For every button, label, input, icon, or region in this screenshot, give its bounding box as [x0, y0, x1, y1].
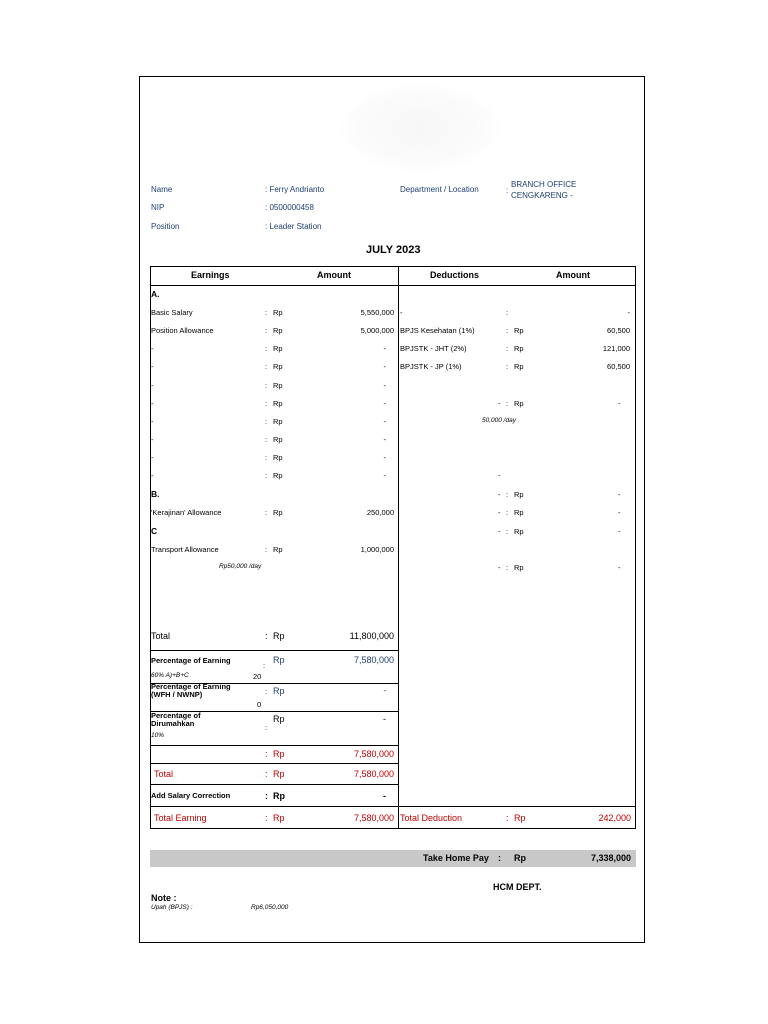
upah-bpjs-label: Upah (BPJS) : [151, 904, 193, 911]
row-border [150, 745, 398, 746]
earning-label: Transport Allowance [151, 545, 219, 554]
currency: Rp [273, 631, 285, 641]
currency: Rp [273, 344, 283, 353]
row-border [150, 763, 398, 764]
wfh-label-line1: Percentage of Earning [151, 682, 231, 691]
earning-value: - [383, 417, 386, 426]
section-c-label: C [151, 526, 158, 536]
earning-value: - [383, 362, 386, 371]
dirumahkan-value: - [383, 714, 386, 724]
nip-label: NIP [151, 203, 165, 212]
colon: : [506, 399, 509, 408]
deduction-label: BPJS Kesehatan (1%) [400, 326, 475, 335]
colon: : [265, 308, 268, 317]
deduction-value: - [618, 563, 621, 572]
hcm-dept-signature-label: HCM DEPT. [493, 882, 542, 892]
deduction-value: 60,500 [607, 326, 630, 335]
earning-value: - [383, 471, 386, 480]
earnings-amount-header: Amount [317, 270, 351, 280]
earning-label: - [151, 453, 154, 462]
colon: : [265, 381, 268, 390]
position-label: Position [151, 222, 180, 231]
currency: Rp [514, 362, 524, 371]
currency: Rp [273, 545, 283, 554]
header-row-border [150, 285, 636, 286]
department-value-line1: BRANCH OFFICE [511, 180, 577, 189]
currency: Rp [514, 344, 524, 353]
wfh-value: - [383, 686, 386, 695]
deduction-value: 121,000 [602, 344, 630, 353]
dirumahkan-note: 10% [151, 732, 165, 739]
total-deduction-value: 242,000 [598, 813, 631, 823]
currency: Rp [273, 435, 283, 444]
wfh-label-line2: (WFH / NWNP) [151, 690, 203, 699]
colon: : [265, 453, 268, 462]
currency: Rp [514, 490, 524, 499]
deduction-placeholder: - [498, 471, 501, 480]
salary-correction-label: Add Salary Correction [151, 791, 231, 800]
currency: Rp [273, 453, 283, 462]
currency: Rp [273, 714, 285, 724]
currency: Rp [273, 326, 283, 335]
percentage-earning-note: 60% A)+B+C [151, 672, 189, 679]
earning-label: - [151, 362, 154, 371]
deductions-header: Deductions [430, 270, 480, 280]
deduction-value: 60,500 [607, 362, 630, 371]
currency: Rp [514, 326, 524, 335]
colon: : [506, 813, 509, 823]
colon: : [265, 769, 268, 779]
colon: : [265, 508, 268, 517]
earning-label: 'Kerajinan' Allowance [151, 508, 222, 517]
currency: Rp [514, 508, 524, 517]
colon: : [506, 508, 509, 517]
earning-value: 5,550,000 [360, 308, 394, 317]
currency: Rp [273, 308, 283, 317]
currency: Rp [273, 813, 285, 823]
company-logo-watermark [340, 84, 500, 172]
earning-value: - [383, 453, 386, 462]
row-border [150, 650, 398, 651]
currency: Rp [273, 399, 283, 408]
currency: Rp [273, 381, 283, 390]
section-a-label: A. [151, 289, 160, 299]
deductions-amount-header: Amount [556, 270, 590, 280]
colon: : [263, 661, 266, 670]
deduction-placeholder: - [498, 527, 501, 536]
earning-value: - [383, 435, 386, 444]
department-label: Department / Location [400, 185, 479, 194]
deduction-placeholder: - [498, 399, 501, 408]
deduction-rate-note: 50,000 /day [482, 417, 516, 424]
colon: : [265, 362, 268, 371]
earning-value: 250,000 [366, 508, 394, 517]
colon: : [265, 631, 268, 641]
colon: : [506, 326, 509, 335]
wfh-days: 0 [257, 700, 262, 709]
transport-rate-note: Rp50,000 /day [219, 563, 262, 570]
colon: : [265, 326, 268, 335]
earning-label: - [151, 471, 154, 480]
name-label: Name [151, 185, 173, 194]
colon: : [265, 545, 268, 554]
deduction-label: - [400, 308, 403, 317]
row-border [150, 806, 636, 807]
upah-bpjs-value: Rp6,050,000 [251, 904, 289, 911]
dirumahkan-label-line1: Percentage of [151, 711, 201, 720]
subtotal-value: 7,580,000 [353, 749, 394, 759]
earning-value: - [383, 399, 386, 408]
dirumahkan-label-line2: Dirumahkan [151, 719, 195, 728]
colon: : [506, 527, 509, 536]
deduction-placeholder: - [498, 563, 501, 572]
deduction-placeholder: - [498, 508, 501, 517]
colon: : [265, 344, 268, 353]
currency: Rp [514, 563, 524, 572]
deduction-value: - [627, 308, 630, 317]
currency: Rp [273, 508, 283, 517]
salary-correction-value: - [383, 791, 386, 801]
colon: : [506, 362, 509, 371]
total-label: Total [151, 631, 171, 641]
colon: : [506, 308, 509, 317]
percentage-earning-days: 20 [253, 672, 262, 681]
colon: : [498, 853, 501, 863]
take-home-pay-label: Take Home Pay [423, 853, 489, 863]
earning-label: Position Allowance [151, 326, 214, 335]
total-earning-label: Total Earning [154, 813, 207, 823]
period-title: JULY 2023 [366, 244, 421, 256]
deduction-label: BPJSTK - JHT (2%) [400, 344, 467, 353]
colon: : [265, 723, 268, 732]
colon: : [265, 399, 268, 408]
earning-label: - [151, 381, 154, 390]
earning-label: - [151, 344, 154, 353]
currency: Rp [514, 853, 526, 863]
position-value: : Leader Station [265, 222, 322, 231]
nip-value: : 0500000458 [265, 203, 314, 212]
colon: : [265, 813, 268, 823]
currency: Rp [514, 813, 526, 823]
colon: : [265, 417, 268, 426]
total-after-percentage-label: Total [154, 769, 174, 779]
department-colon: : [506, 186, 509, 195]
currency: Rp [273, 362, 283, 371]
department-value-line2: CENGKARENG - [511, 191, 573, 200]
colon: : [506, 344, 509, 353]
earning-label: - [151, 399, 154, 408]
currency: Rp [273, 769, 285, 779]
deduction-label: BPJSTK - JP (1%) [400, 362, 462, 371]
deduction-placeholder: - [498, 490, 501, 499]
row-border [150, 784, 398, 785]
currency: Rp [514, 399, 524, 408]
earning-value: - [383, 344, 386, 353]
earning-value: 5,000,000 [360, 326, 394, 335]
colon: : [265, 471, 268, 480]
deduction-value: - [618, 399, 621, 408]
total-after-percentage-value: 7,580,000 [353, 769, 394, 779]
percentage-earning-value: 7,580,000 [353, 655, 394, 665]
deduction-value: - [618, 527, 621, 536]
take-home-pay-value: 7,338,000 [590, 853, 631, 863]
colon: : [265, 435, 268, 444]
note-label: Note : [151, 893, 177, 903]
total-earning-value: 7,580,000 [353, 813, 394, 823]
column-divider [398, 266, 399, 829]
currency: Rp [273, 791, 285, 801]
colon: : [506, 563, 509, 572]
total-deduction-label: Total Deduction [400, 813, 463, 823]
currency: Rp [273, 686, 285, 696]
colon: : [265, 687, 268, 696]
deduction-value: - [618, 508, 621, 517]
colon: : [265, 791, 268, 801]
currency: Rp [273, 655, 285, 665]
section-b-label: B. [151, 489, 160, 499]
earning-value: 1,000,000 [360, 545, 394, 554]
earning-label: - [151, 435, 154, 444]
earning-label: Basic Salary [151, 308, 193, 317]
earnings-header: Earnings [191, 270, 230, 280]
currency: Rp [514, 527, 524, 536]
deduction-value: - [618, 490, 621, 499]
earning-label: - [151, 417, 154, 426]
colon: : [265, 749, 268, 759]
percentage-earning-label: Percentage of Earning [151, 656, 231, 665]
colon: : [506, 490, 509, 499]
earning-value: - [383, 381, 386, 390]
currency: Rp [273, 471, 283, 480]
currency: Rp [273, 417, 283, 426]
name-value: : Ferry Andrianto [265, 185, 325, 194]
total-value: 11,800,000 [349, 631, 394, 641]
currency: Rp [273, 749, 285, 759]
